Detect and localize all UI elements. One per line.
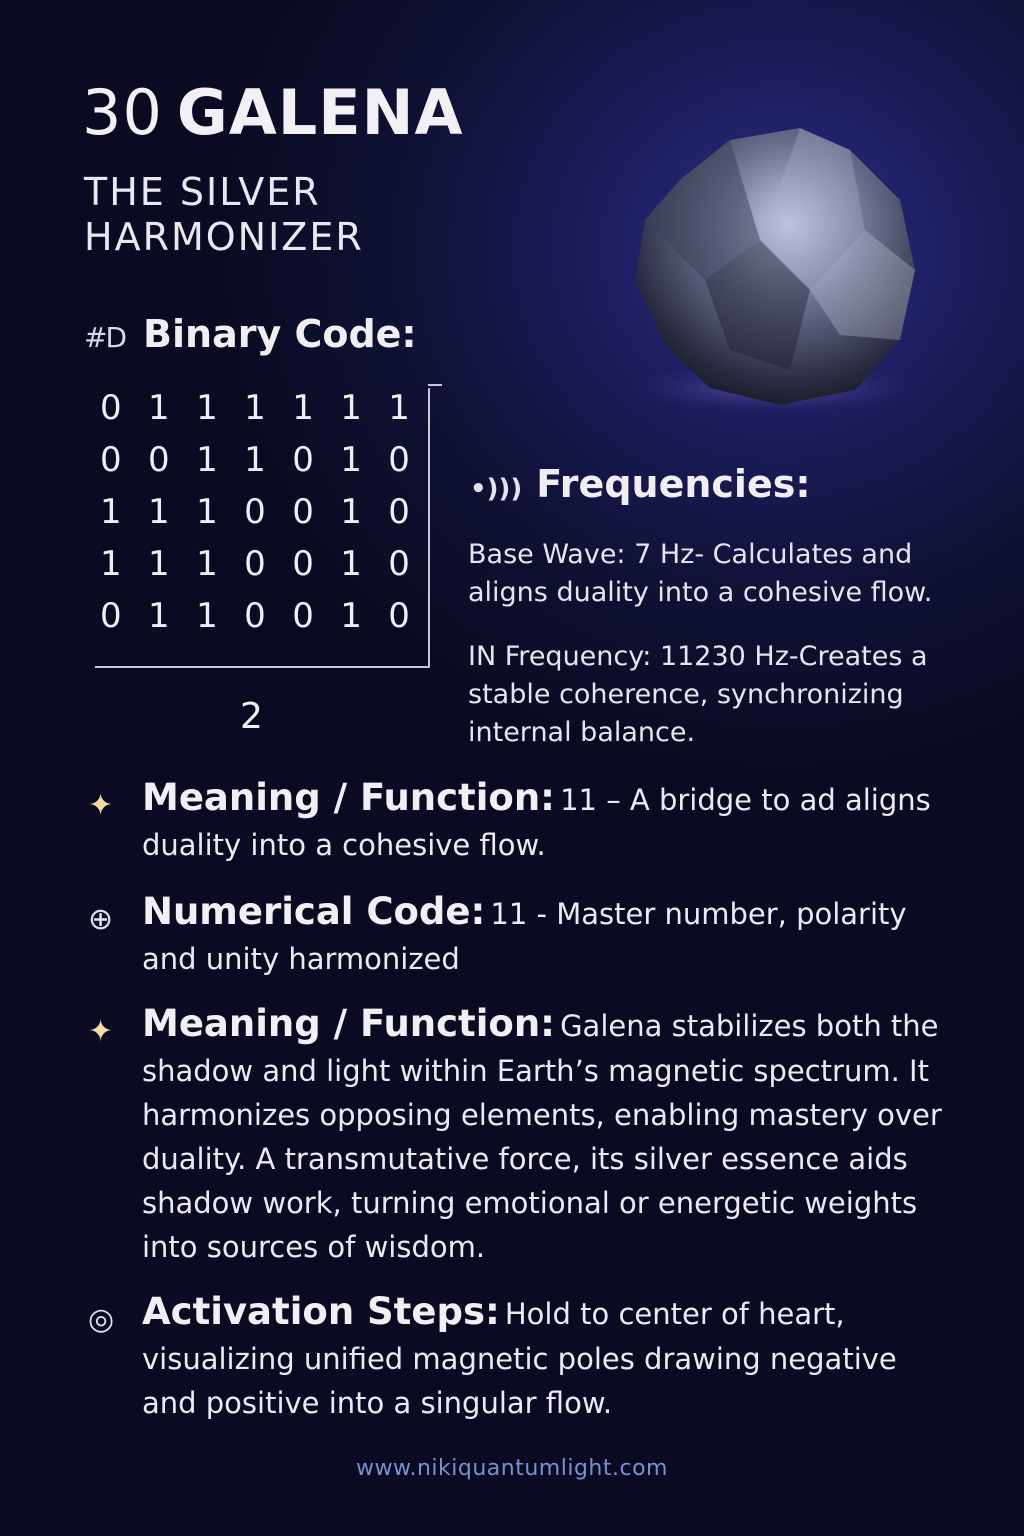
- binary-base: 2: [240, 696, 263, 737]
- binary-row: [100, 440, 410, 492]
- signal-waves-icon: •))): [470, 474, 523, 504]
- binary-digit: 1: [148, 492, 170, 532]
- binary-code-label: Binary Code:: [143, 312, 417, 356]
- binary-digit: 0: [148, 440, 170, 480]
- binary-digit: 0: [292, 440, 314, 480]
- in-frequency-text: IN Frequency: 11230 Hz-Creates a stable coherence, synchronizing internal balance.: [468, 641, 928, 748]
- binary-digit: 1: [196, 440, 218, 480]
- binary-code-heading: [84, 312, 417, 356]
- stone-name: GALENA: [176, 76, 464, 149]
- meaning-function-long: [88, 1002, 968, 1269]
- sparkle-icon: ✦: [88, 788, 114, 823]
- binary-digit: 1: [196, 388, 218, 428]
- compass-star-icon: ⊕: [88, 902, 114, 937]
- frequencies-label: Frequencies:: [536, 462, 811, 506]
- stone-number: 30: [82, 76, 163, 149]
- website-link[interactable]: www.nikiquantumlight.com: [356, 1456, 668, 1481]
- binary-digit: 1: [340, 596, 362, 636]
- binary-digit: 0: [100, 440, 122, 480]
- binary-digit: 1: [244, 440, 266, 480]
- binary-row: [100, 492, 410, 544]
- binary-digit: 0: [388, 544, 410, 584]
- binary-digit: 1: [148, 596, 170, 636]
- subtitle-line-2: HARMONIZER: [84, 215, 364, 259]
- base-wave-text: Base Wave: 7 Hz- Calculates and aligns duality into a cohesive flow.: [468, 539, 933, 608]
- binary-digit: 0: [292, 596, 314, 636]
- galena-stone-image: [610, 120, 940, 420]
- binary-digit: 0: [100, 596, 122, 636]
- section-text-first: Hold to center of heart,: [504, 1297, 845, 1331]
- activation-steps-section: [88, 1290, 968, 1425]
- binary-digit: 1: [340, 388, 362, 428]
- sparkle-icon: ✦: [88, 1014, 114, 1049]
- binary-digit: 0: [244, 544, 266, 584]
- section-heading: Meaning / Function:: [142, 1002, 555, 1045]
- binary-digit: 1: [292, 388, 314, 428]
- section-text-first: 11 - Master number, polarity: [490, 897, 907, 931]
- binary-digit: 1: [340, 492, 362, 532]
- binary-digit: 1: [196, 596, 218, 636]
- numerical-code-section: [88, 890, 968, 981]
- section-text-first: Galena stabilizes both the: [560, 1009, 939, 1043]
- bracket-vertical: [428, 388, 430, 668]
- section-text-rest: shadow and light within Earth’s magnetic spectrum. It harmonizes opposing elements, enabling mastery over duality. A transmutative force, its silver essence aids shadow work, turning emotional or energetic weights into sources of wisdom.: [142, 1054, 942, 1264]
- binary-digit: 1: [148, 544, 170, 584]
- binary-digit: 0: [292, 544, 314, 584]
- binary-row: [100, 596, 410, 648]
- binary-digit: 0: [292, 492, 314, 532]
- bracket-horizontal: [95, 666, 429, 668]
- hash-d-icon: #D: [84, 321, 126, 354]
- binary-digit: 0: [388, 492, 410, 532]
- binary-row: [100, 388, 410, 440]
- section-text-rest: and unity harmonized: [142, 942, 460, 976]
- section-heading: Numerical Code:: [142, 890, 486, 933]
- binary-digit: 1: [100, 544, 122, 584]
- binary-digit: 1: [196, 544, 218, 584]
- section-text-first: 11 – A bridge to ad aligns: [560, 783, 931, 817]
- binary-digit: 0: [388, 596, 410, 636]
- binary-digit: 1: [196, 492, 218, 532]
- binary-digit: 0: [244, 492, 266, 532]
- binary-digit: 1: [388, 388, 410, 428]
- section-text-rest: visualizing unified magnetic poles drawing negative and positive into a singular flow.: [142, 1342, 897, 1420]
- section-heading: Meaning / Function:: [142, 776, 555, 819]
- binary-grid: [100, 388, 410, 648]
- binary-digit: 1: [244, 388, 266, 428]
- binary-row: [100, 544, 410, 596]
- stone-title: [82, 76, 464, 149]
- frequencies-heading: [470, 462, 811, 506]
- binary-digit: 1: [340, 440, 362, 480]
- stone-subtitle: [84, 170, 364, 260]
- binary-digit: 1: [340, 544, 362, 584]
- section-text-rest: duality into a cohesive flow.: [142, 828, 546, 862]
- binary-digit: 1: [148, 388, 170, 428]
- binary-digit: 0: [388, 440, 410, 480]
- section-heading: Activation Steps:: [142, 1290, 500, 1333]
- bracket-top-tick: [428, 384, 442, 386]
- spiral-icon: ◎: [88, 1302, 115, 1337]
- binary-digit: 0: [244, 596, 266, 636]
- subtitle-line-1: THE SILVER: [84, 170, 321, 214]
- binary-digit: 0: [100, 388, 122, 428]
- meaning-function-short: [88, 776, 968, 867]
- binary-digit: 1: [100, 492, 122, 532]
